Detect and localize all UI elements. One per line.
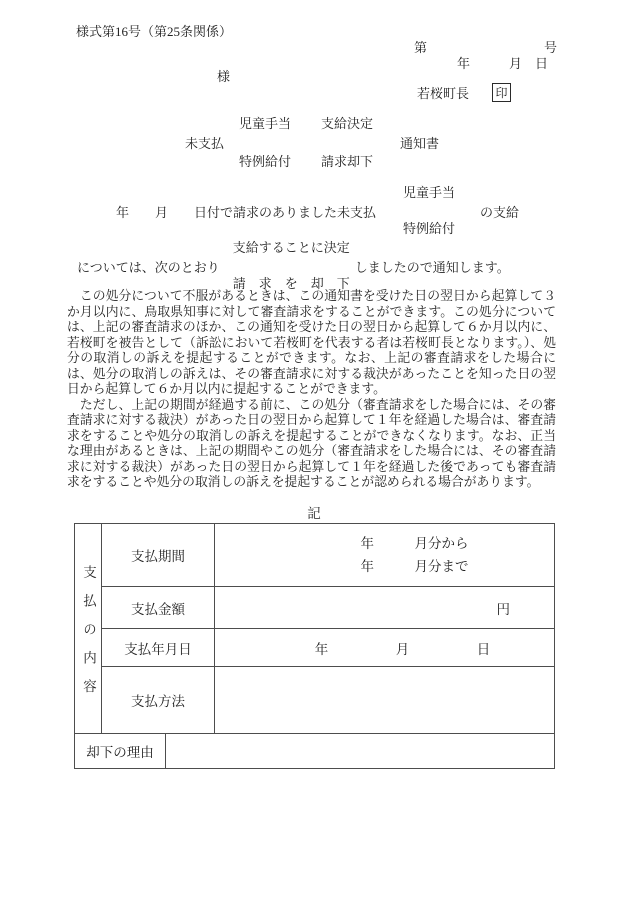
title-decision-options — [321, 115, 373, 170]
payment-details-upper-section — [75, 524, 554, 733]
payment-period-lines — [361, 537, 469, 574]
payment-amount-label: 支払金額 — [102, 587, 215, 628]
payment-amount-value-cell — [215, 587, 554, 628]
request-option-special-benefit: 特例給付 — [403, 221, 456, 236]
rejection-reason-value-cell — [166, 734, 554, 768]
payment-period-to: 年 月分まで — [360, 558, 469, 574]
issuer-title: 若桜町長 — [417, 86, 470, 101]
payment-details-table — [74, 523, 555, 769]
table-vertical-header: 支払の内容 — [81, 564, 96, 708]
seal-mark: 印 — [492, 83, 511, 102]
decision-lead-text: については、次のとおり — [77, 259, 220, 275]
request-lead-text: 年 月 日付で請求のありました未支払 — [116, 204, 377, 220]
decision-option-reject: 請 求 を 却 下 — [232, 276, 350, 291]
payment-date-value-cell — [215, 629, 554, 666]
title-prefix: 未支払 — [185, 136, 225, 151]
request-benefit-options — [403, 185, 455, 237]
table-vertical-header-cell — [75, 524, 102, 733]
addressee-suffix: 様 — [217, 69, 231, 84]
decision-option-approve: 支給することに決定 — [232, 240, 350, 255]
appeal-notice-paragraph-1: この処分について不服があるときは、この通知書を受けた日の翌日から起算して３か月以内に、鳥取県知事に対して審査請求をすることができます。この処分については、上記の審査請求のほか、この通知を受けた日の翌日から起算して６か月以内に、若桜町を被告として（訴訟において若桜町を代表する者は若桜町長となります。）、処分の取消しの訴えを提起することができます。なお、上記の審査請求をした場合には、処分の取消しの訴えは、その審査請求に対する裁決があったことを知った日の翌日から起算して６か月以内に提起することができます。 — [67, 289, 557, 396]
request-line — [116, 185, 519, 237]
rejection-reason-label: 却下の理由 — [75, 734, 166, 768]
table-row-payment-period — [102, 524, 554, 586]
payment-method-value-cell — [215, 667, 554, 733]
decision-line — [77, 240, 510, 292]
document-number-line: 第 号 — [414, 40, 558, 55]
payment-rows — [102, 524, 554, 733]
title-option-special-benefit: 特例給付 — [239, 154, 292, 169]
payment-amount-unit: 円 — [496, 601, 510, 617]
table-row-payment-amount — [102, 586, 554, 628]
record-mark: 記 — [307, 506, 321, 521]
decision-options — [233, 240, 350, 292]
appeal-notice-paragraphs — [67, 289, 556, 491]
form-number: 様式第16号（第25条関係） — [76, 24, 233, 39]
request-option-child-allowance: 児童手当 — [403, 185, 456, 200]
payment-period-label: 支払期間 — [102, 524, 215, 586]
issue-date-line: 年 月 日 — [457, 56, 549, 71]
decision-tail-text: しましたので通知します。 — [354, 259, 510, 275]
payment-period-value-cell — [215, 524, 554, 586]
title-option-request-rejection: 請求却下 — [321, 154, 374, 169]
appeal-notice-paragraph-2: ただし、上記の期間が経過する前に、この処分（審査請求をした場合には、その審査請求に対する裁決）があった日の翌日から起算して１年を経過した場合は、審査請求をすることや処分の取消しの訴えを提起することができなくなります。なお、正当な理由があるときは、上記の期間やこの処分（審査請求をした場合には、その審査請求に対する裁決）があった日の翌日から起算して１年を経過した後であっても審査請求をすることや処分の取消しの訴えを提起することが認められる場合があります。 — [67, 397, 556, 489]
document-title — [185, 115, 439, 170]
table-row-payment-method — [102, 666, 554, 733]
payment-date-value: 年 月 日 — [314, 641, 491, 657]
payment-period-from: 年 月分から — [360, 535, 469, 551]
issuer-line — [417, 83, 511, 102]
table-row-payment-date — [102, 628, 554, 666]
title-option-child-allowance: 児童手当 — [239, 116, 292, 131]
title-option-payment-decision: 支給決定 — [321, 116, 374, 131]
table-row-rejection-reason — [75, 733, 554, 768]
title-suffix: 通知書 — [400, 136, 440, 151]
payment-date-label: 支払年月日 — [102, 629, 215, 666]
request-tail-text: の支給 — [480, 204, 520, 220]
title-benefit-options — [239, 115, 291, 170]
payment-method-label: 支払方法 — [102, 667, 215, 733]
